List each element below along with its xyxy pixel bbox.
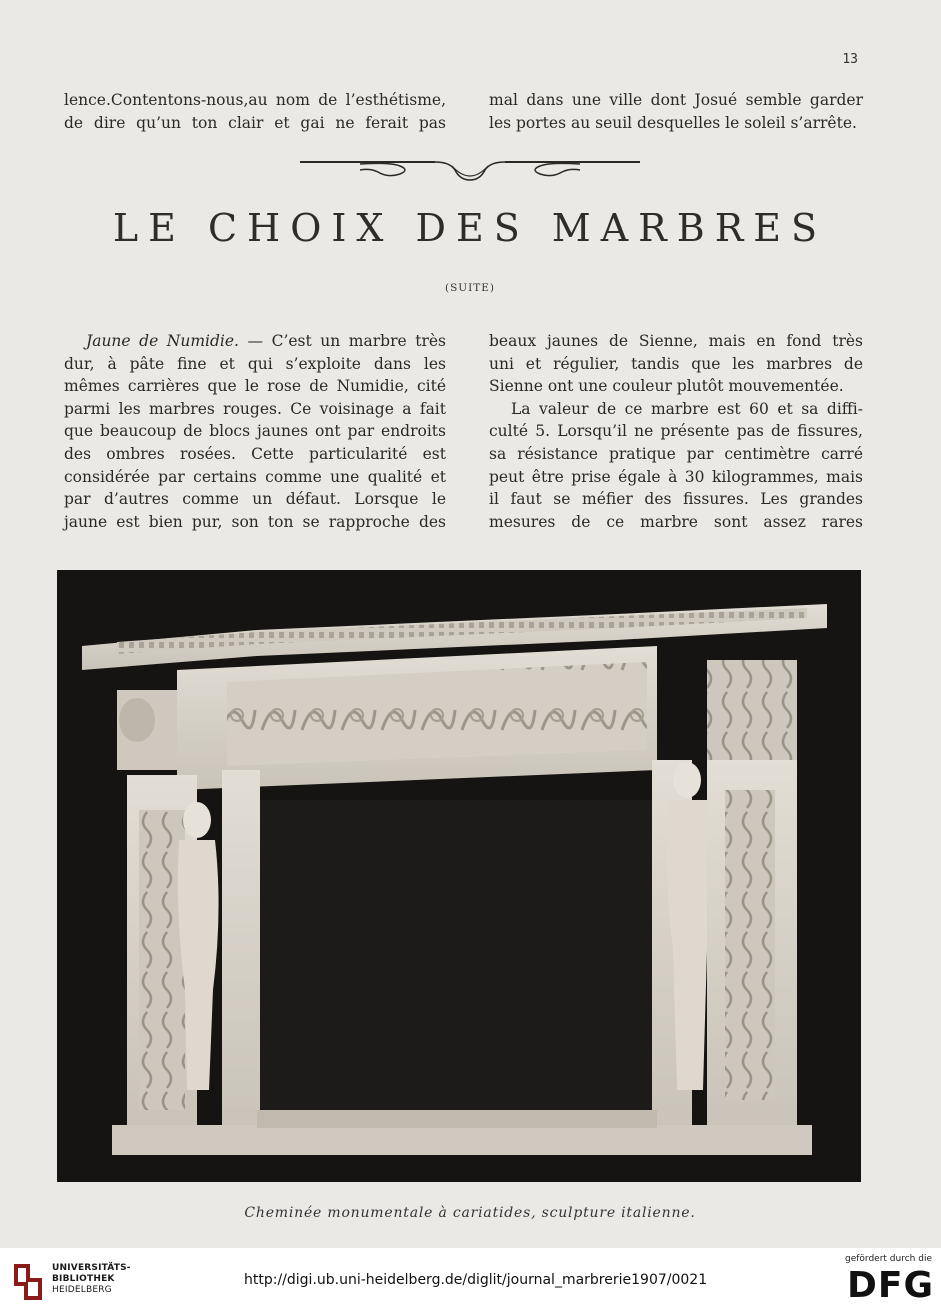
article-column-left bbox=[64, 330, 446, 533]
lead-term: Jaune de Numidie. bbox=[86, 332, 239, 350]
text-line: La valeur de ce marbre est 60 et sa diffi- bbox=[511, 399, 863, 418]
text-line: par d’autres comme un défaut. Lorsque le bbox=[64, 490, 446, 509]
decorative-rule-ornament bbox=[300, 152, 640, 188]
text-line: mal dans une ville dont Josué semble garder bbox=[489, 91, 863, 109]
text-line: culté 5. Lorsqu’il ne présente pas de fissures, bbox=[489, 422, 863, 441]
text-line: il faut se méfier des fissures. Les grandes bbox=[489, 490, 863, 509]
text-line: de dire qu’un ton clair et gai ne ferait pas bbox=[64, 113, 446, 132]
footer-bar bbox=[0, 1248, 941, 1314]
fireplace-illustration bbox=[57, 570, 861, 1182]
text-line: jaune est bien pur, son ton se rapproche des bbox=[64, 512, 446, 531]
funded-by-label: gefördert durch die bbox=[845, 1254, 932, 1264]
text-line: que beaucoup de blocs jaunes ont par endroits bbox=[64, 422, 446, 441]
photo-caption: Cheminée monumentale à cariatides, sculpture italienne. bbox=[244, 1205, 696, 1221]
continued-text-left bbox=[64, 89, 446, 134]
text-line: les portes au seuil desquelles le soleil s’arrête. bbox=[489, 113, 857, 132]
text-line: des ombres rosées. Cette particularité est bbox=[64, 444, 446, 463]
fireplace-photograph bbox=[57, 570, 861, 1182]
page-number: 13 bbox=[842, 52, 858, 67]
text-line: peut être prise égale à 30 kilogrammes, mais bbox=[489, 467, 863, 486]
text-line: beaux jaunes de Sienne, mais en fond très bbox=[489, 332, 863, 350]
text-line: lence.Contentons-nous,au nom de l’esthétisme, bbox=[64, 91, 446, 109]
text-line: parmi les marbres rouges. Ce voisinage a fait bbox=[64, 399, 446, 418]
text-line: sa résistance pratique par centimètre carré bbox=[489, 444, 863, 463]
text-line: considérée par certains comme une qualité et bbox=[64, 467, 446, 486]
text-line: Jaune de Numidie. — C’est un marbre très bbox=[86, 332, 446, 350]
text-line: mesures de ce marbre sont assez rares bbox=[489, 512, 863, 531]
article-subtitle: (SUITE) bbox=[444, 282, 496, 294]
article-title: LE CHOIX DES MARBRES bbox=[112, 206, 828, 250]
text-line: Sienne ont une couleur plutôt mouvementée. bbox=[489, 377, 844, 396]
text-line: mêmes carrières que le rose de Numidie, cité bbox=[64, 377, 446, 396]
continued-text-right bbox=[489, 89, 863, 134]
text-line: uni et régulier, tandis que les marbres de bbox=[489, 354, 863, 373]
text-line: dur, à pâte fine et qui s’exploite dans les bbox=[64, 354, 446, 373]
source-url-link[interactable]: http://digi.ub.uni-heidelberg.de/diglit/journal_marbrerie1907/0021 bbox=[244, 1272, 708, 1288]
institution-name: UNIVERSITÄTS- BIBLIOTHEK HEIDELBERG bbox=[52, 1263, 131, 1295]
article-column-right bbox=[489, 330, 863, 533]
dfg-logo: DFG bbox=[846, 1265, 934, 1306]
university-seal-icon bbox=[10, 1260, 46, 1304]
